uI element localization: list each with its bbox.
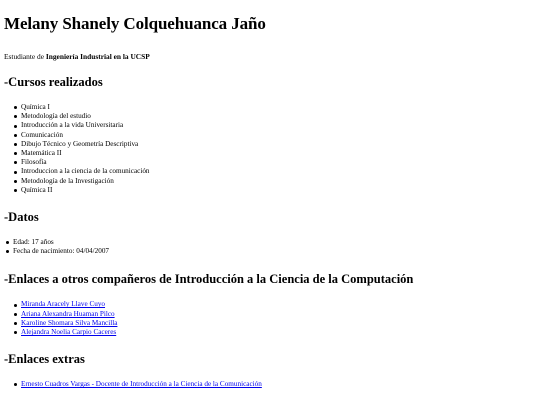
extras-list <box>4 380 540 389</box>
datos-age: Edad: 17 años <box>4 238 540 247</box>
classmate-link[interactable]: Karoline Shomara Silva Mancilla <box>21 318 118 327</box>
extra-item <box>4 380 540 389</box>
subtitle-prefix: Estudiante de <box>4 52 46 61</box>
curso-item: Dibujo Técnico y Geometría Descriptiva <box>4 140 540 149</box>
curso-item: Química I <box>4 103 540 112</box>
curso-item: Introduccion a la ciencia de la comunicación <box>4 167 540 176</box>
enlace-item <box>4 328 540 337</box>
enlace-item <box>4 319 540 328</box>
classmate-link[interactable]: Miranda Aracely Llave Cuyo <box>21 300 106 309</box>
cursos-heading: -Cursos realizados <box>4 75 103 89</box>
classmate-link[interactable]: Alejandra Noelia Carpio Caceres <box>21 328 117 337</box>
curso-item: Matemática II <box>4 149 540 158</box>
datos-birthdate: Fecha de nacimiento: 04/04/2007 <box>4 247 540 256</box>
curso-item: Metodología del estudio <box>4 112 540 121</box>
enlaces-heading: -Enlaces a otros compañeros de Introducción a la Ciencia de la Computación <box>4 272 414 287</box>
datos-list <box>4 238 540 256</box>
enlace-item <box>4 300 540 309</box>
curso-item: Introducción a la vida Universitaria <box>4 121 540 130</box>
curso-item: Química II <box>4 186 540 195</box>
subtitle <box>4 52 540 61</box>
extras-heading: -Enlaces extras <box>4 352 85 367</box>
enlaces-list <box>4 300 540 337</box>
datos-heading: -Datos <box>4 210 39 225</box>
classmate-link[interactable]: Ariana Alexandra Huaman Pilco <box>21 309 115 318</box>
curso-item: Metodología de la Investigación <box>4 177 540 186</box>
enlace-item <box>4 310 540 319</box>
page-title: Melany Shanely Colquehuanca Jaño <box>4 14 266 33</box>
subtitle-career: Ingeniería Industrial en la UCSP <box>45 52 150 61</box>
curso-item: Filosofía <box>4 158 540 167</box>
teacher-link[interactable]: Ernesto Cuadros Vargas - Docente de Introducción a la Ciencia de la Comunicación <box>21 380 262 389</box>
cursos-list <box>4 103 540 195</box>
curso-item: Comunicación <box>4 131 540 140</box>
